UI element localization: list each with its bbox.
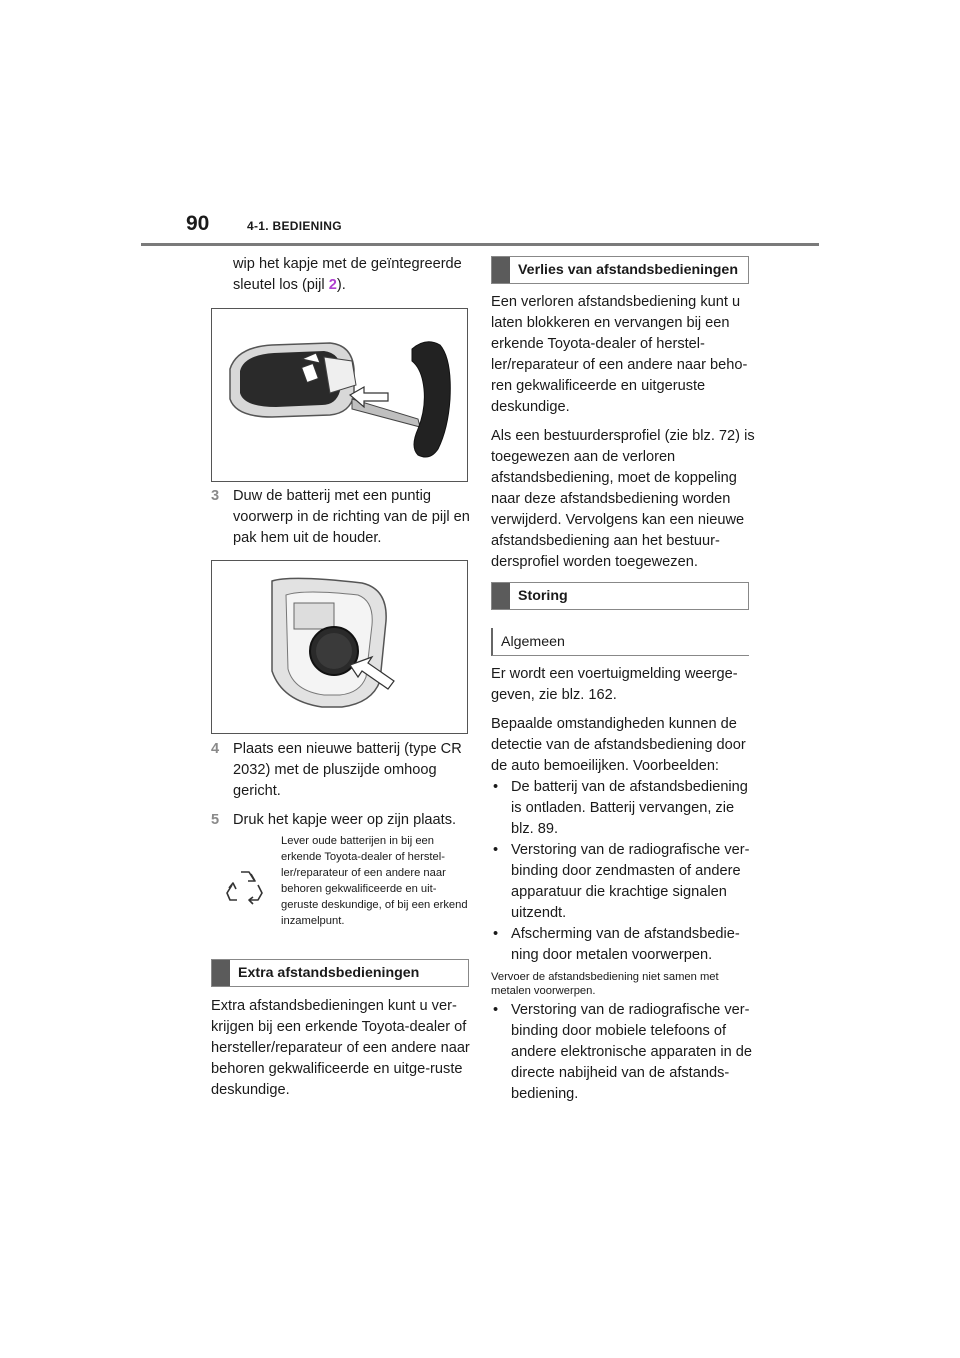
loss-paragraph-1: Een verloren afstandsbediening kunt u laten blokkeren en vervangen bij een erkende Toyota-dealer of herstel-ler/reparateur of een andere naar beho-ren gekwalificeerde en uitgeruste deskundige. (491, 294, 748, 415)
metal-objects-note: Vervoer de afstandsbediening niet samen met metalen voorwerpen. (491, 971, 719, 997)
heading-tab (492, 583, 510, 609)
step-3 (211, 486, 473, 549)
recycle-note: Lever oude batterijen in bij een erkende Toyota-dealer of herstel-ler/reparateur of een andere naar behoren gekwalificeerde en uit-geruste deskundige, of bij een erkend inzamelpunt. (281, 835, 468, 927)
general-subheading: Algemeen (491, 628, 749, 656)
loss-heading-label: Verlies van afstandsbedieningen (518, 262, 738, 278)
page-number: 90 (186, 212, 210, 235)
fault-heading (491, 582, 749, 610)
step-4 (211, 739, 473, 802)
fault-paragraph-1: Er wordt een voertuigmelding weerge-geven, zie blz. 162. (491, 666, 738, 703)
loss-heading (491, 256, 749, 284)
intro-text (211, 254, 471, 296)
intro-line-2-end: ). (336, 277, 346, 293)
step-5-number: 5 (211, 812, 220, 828)
extra-remotes-heading (211, 959, 469, 987)
recycle-icon (224, 866, 266, 908)
step-4-text: Plaats een nieuwe batterij (type CR 2032) met de pluszijde omhoog gericht. (233, 741, 462, 799)
loss-paragraph-2: Als een bestuurdersprofiel (zie blz. 72) is toegewezen aan de verloren afstandsbediening, moet de koppeling naar deze afstandsbediening worden verwijderd. Vervolgens kan een nieuwe afstandsbediening aan het bestuur-dersprofiel worden toegewezen. (491, 428, 755, 570)
step-5-text: Druk het kapje weer op zijn plaats. (233, 812, 457, 828)
fault-heading-label: Storing (518, 588, 568, 604)
step-5 (211, 810, 473, 831)
fault-paragraph-2: Bepaalde omstandigheden kunnen de detectie van de afstandsbediening door de auto bemoeilijken. Voorbeelden: (491, 716, 746, 774)
extra-remotes-text: Extra afstandsbedieningen kunt u ver-krijgen bij een erkende Toyota-dealer of hersteller/reparateur of een andere naar behoren gekwalificeerde en uitge-ruste deskundige. (211, 998, 470, 1098)
bullet-item: • Verstoring van de radiografische ver-binding door mobiele telefoons of andere elektronische apparaten in de directe nabijheid van de afstands-bediening. (491, 1000, 755, 1105)
heading-tab (212, 960, 230, 986)
step-4-number: 4 (211, 741, 220, 757)
intro-line-1: wip het kapje met de geïntegreerde (233, 256, 462, 272)
header-rule (141, 243, 819, 246)
arrow-number: 2 (328, 277, 337, 293)
extra-remotes-heading-label: Extra afstandsbedieningen (238, 965, 420, 981)
step-3-text: Duw de batterij met een puntig voorwerp in de richting van de pijl en pak hem uit de houder. (233, 488, 470, 546)
bullet-item: • De batterij van de afstandsbediening is ontladen. Batterij vervangen, zie blz. 89. (491, 777, 755, 840)
intro-line-2: sleutel los (pijl (233, 277, 329, 293)
step-3-number: 3 (211, 488, 220, 504)
bullet-item: • Verstoring van de radiografische ver-binding door zendmasten of andere apparatuur die krachtige signalen uitzendt. (491, 840, 755, 924)
heading-tab (492, 257, 510, 283)
bullet-item: • Afscherming van de afstandsbedie-ning door metalen voorwerpen. (491, 924, 755, 966)
key-fob-figure (211, 308, 468, 482)
battery-figure (211, 560, 468, 734)
section-label: 4-1. BEDIENING (247, 219, 342, 233)
